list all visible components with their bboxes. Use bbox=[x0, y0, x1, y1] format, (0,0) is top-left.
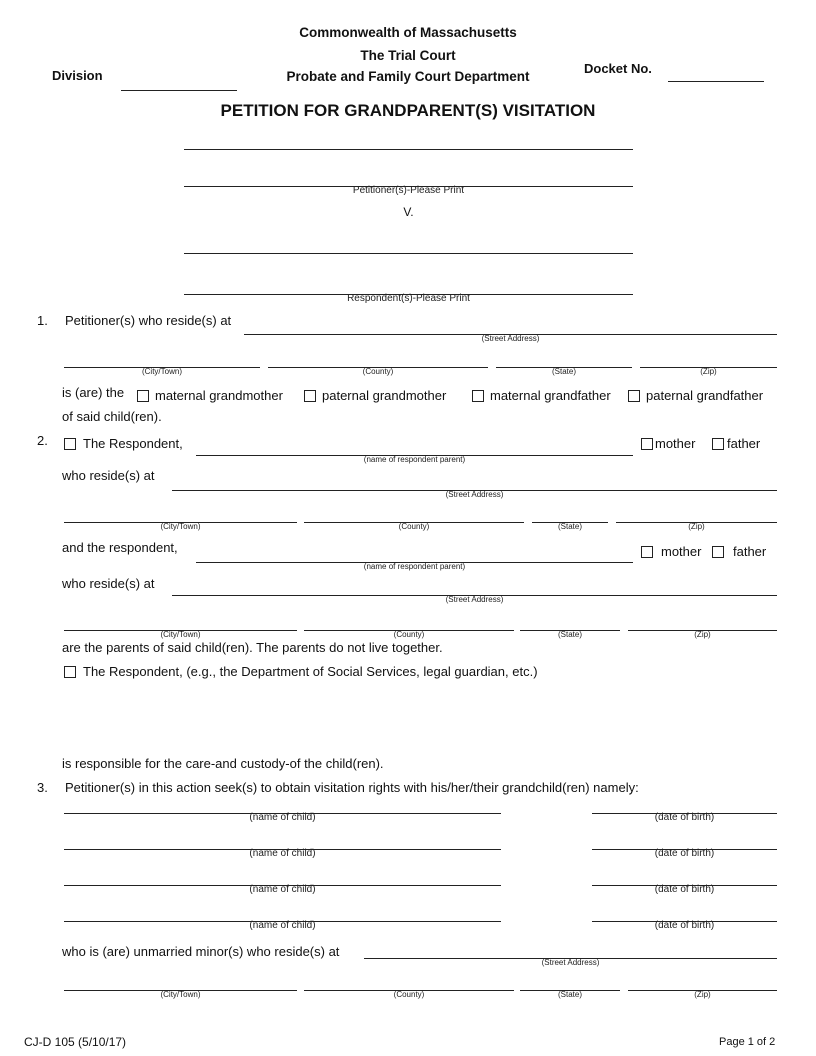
of-children-text: of said child(ren). bbox=[62, 409, 162, 424]
section-1-number: 1. bbox=[37, 313, 48, 328]
petitioner-field-1[interactable] bbox=[184, 149, 633, 150]
county-caption-3: (County) bbox=[393, 630, 425, 639]
county-caption: (County) bbox=[362, 367, 394, 376]
other-respondent-text: The Respondent, (e.g., the Department of Social Services, legal guardian, etc.) bbox=[83, 664, 538, 679]
county-caption-4: (County) bbox=[393, 990, 425, 999]
responsible-text: is responsible for the care-and custody-of the child(ren). bbox=[62, 756, 384, 771]
page-title: PETITION FOR GRANDPARENT(S) VISITATION bbox=[220, 101, 596, 120]
respondent-1-father-label: father bbox=[727, 436, 761, 451]
respondent-parent-caption-2: (name of respondent parent) bbox=[363, 562, 466, 571]
respondent-2-father-label: father bbox=[733, 544, 767, 559]
maternal-grandmother-label: maternal grandmother bbox=[155, 388, 283, 403]
section-1-text: Petitioner(s) who reside(s) at bbox=[65, 313, 232, 328]
petitioner-caption: Petitioner(s)-Please Print bbox=[352, 185, 465, 196]
is-are-the-text: is (are) the bbox=[62, 385, 125, 400]
maternal-grandfather-checkbox[interactable] bbox=[472, 390, 484, 402]
court-department: Probate and Family Court Department bbox=[286, 69, 530, 84]
child-name-caption-1: (name of child) bbox=[249, 812, 316, 823]
street-caption: (Street Address) bbox=[481, 334, 540, 343]
dob-caption-4: (date of birth) bbox=[654, 920, 715, 931]
paternal-grandfather-label: paternal grandfather bbox=[646, 388, 764, 403]
city-caption-3: (City/Town) bbox=[160, 630, 201, 639]
docket-number-field[interactable] bbox=[668, 81, 764, 82]
who-resides-2: who reside(s) at bbox=[62, 576, 155, 591]
minors-text: who is (are) unmarried minor(s) who reside(s) at bbox=[62, 944, 340, 959]
zip-caption: (Zip) bbox=[700, 367, 717, 376]
court-name: Commonwealth of Massachusetts bbox=[299, 25, 517, 40]
city-caption: (City/Town) bbox=[141, 367, 182, 376]
respondent-field-1[interactable] bbox=[184, 253, 633, 254]
state-caption: (State) bbox=[551, 367, 576, 376]
child-name-caption-4: (name of child) bbox=[249, 920, 316, 931]
versus-text: V. bbox=[403, 205, 414, 219]
paternal-grandfather-checkbox[interactable] bbox=[628, 390, 640, 402]
who-resides-1: who reside(s) at bbox=[62, 468, 155, 483]
child-name-caption-3: (name of child) bbox=[249, 884, 316, 895]
maternal-grandfather-label: maternal grandfather bbox=[490, 388, 611, 403]
respondent-label-1: The Respondent, bbox=[83, 436, 183, 451]
street-caption-3: (Street Address) bbox=[445, 595, 504, 604]
respondent-2-mother-label: mother bbox=[661, 544, 702, 559]
county-caption-2: (County) bbox=[398, 522, 430, 531]
respondent-2-mother-checkbox[interactable] bbox=[641, 546, 653, 558]
parents-text: are the parents of said child(ren). The parents do not live together. bbox=[62, 640, 443, 655]
section-2-number: 2. bbox=[37, 433, 48, 448]
state-caption-2: (State) bbox=[557, 522, 582, 531]
respondent-1-mother-checkbox[interactable] bbox=[641, 438, 653, 450]
zip-caption-4: (Zip) bbox=[694, 990, 711, 999]
form-id: CJ-D 105 (5/10/17) bbox=[24, 1035, 127, 1049]
section-3-number: 3. bbox=[37, 780, 48, 795]
zip-caption-2: (Zip) bbox=[688, 522, 705, 531]
respondent-caption: Respondent(s)-Please Print bbox=[347, 293, 470, 304]
street-caption-2: (Street Address) bbox=[445, 490, 504, 499]
respondent-parent-caption-1: (name of respondent parent) bbox=[363, 455, 466, 464]
child-name-caption-2: (name of child) bbox=[249, 848, 316, 859]
court-trial: The Trial Court bbox=[360, 48, 456, 63]
respondent-1-father-checkbox[interactable] bbox=[712, 438, 724, 450]
section-3-text: Petitioner(s) in this action seek(s) to obtain visitation rights with his/her/their grandchild(ren) namely: bbox=[65, 780, 639, 795]
dob-caption-2: (date of birth) bbox=[654, 848, 715, 859]
page-number: Page 1 of 2 bbox=[719, 1036, 776, 1048]
and-respondent-text: and the respondent, bbox=[62, 540, 178, 555]
state-caption-4: (State) bbox=[557, 990, 582, 999]
dob-caption-3: (date of birth) bbox=[654, 884, 715, 895]
other-respondent-checkbox[interactable] bbox=[64, 666, 76, 678]
respondent-2-father-checkbox[interactable] bbox=[712, 546, 724, 558]
city-caption-2: (City/Town) bbox=[160, 522, 201, 531]
respondent-parents-checkbox[interactable] bbox=[64, 438, 76, 450]
respondent-1-mother-label: mother bbox=[655, 436, 696, 451]
paternal-grandmother-label: paternal grandmother bbox=[322, 388, 447, 403]
state-caption-3: (State) bbox=[557, 630, 582, 639]
dob-caption-1: (date of birth) bbox=[654, 812, 715, 823]
docket-label: Docket No. bbox=[584, 61, 652, 76]
maternal-grandmother-checkbox[interactable] bbox=[137, 390, 149, 402]
division-field[interactable] bbox=[121, 90, 237, 91]
division-label: Division bbox=[52, 68, 103, 83]
street-caption-4: (Street Address) bbox=[541, 958, 600, 967]
paternal-grandmother-checkbox[interactable] bbox=[304, 390, 316, 402]
zip-caption-3: (Zip) bbox=[694, 630, 711, 639]
city-caption-4: (City/Town) bbox=[160, 990, 201, 999]
